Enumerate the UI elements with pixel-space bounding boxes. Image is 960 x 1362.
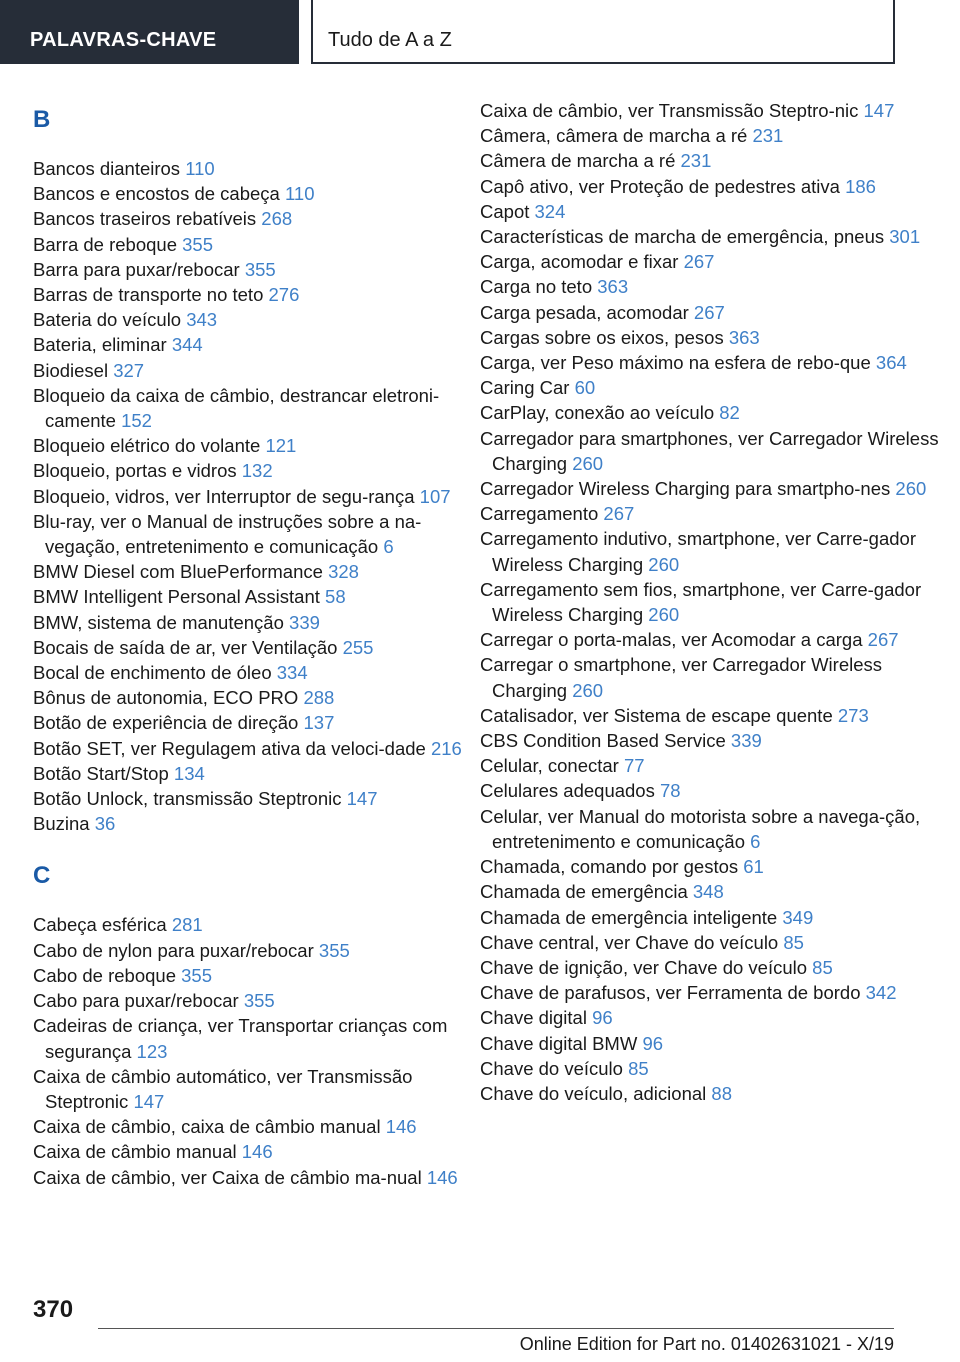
index-entry-text: Cabo para puxar/rebocar	[33, 990, 239, 1012]
index-entry	[33, 206, 463, 231]
index-entry	[480, 476, 940, 501]
index-entry	[33, 433, 463, 458]
page-reference-link[interactable]: 6	[383, 536, 394, 558]
page-reference-link[interactable]: 146	[385, 1116, 417, 1138]
index-entry-text: Barra de reboque	[33, 233, 177, 255]
index-entry	[480, 375, 940, 400]
index-entry-text: Celular, ver Manual do motorista sobre a navega-ção, entretenimento e comunicação	[480, 805, 921, 852]
page-reference-link[interactable]: 339	[289, 611, 320, 633]
index-entry-text: Bloqueio, portas e vidros	[33, 460, 237, 482]
index-column-right	[480, 98, 940, 1106]
index-entry	[33, 282, 463, 307]
page-reference-link[interactable]: 349	[782, 906, 814, 928]
index-entry-text: Caixa de câmbio, caixa de câmbio manual	[33, 1116, 381, 1138]
index-entry	[33, 685, 463, 710]
index-entry-text: Chamada, comando por gestos	[480, 856, 739, 878]
index-entry-text: Caixa de câmbio manual	[33, 1141, 237, 1163]
index-entry	[33, 559, 463, 584]
index-list-c	[33, 912, 463, 1189]
page-reference-link[interactable]: 260	[572, 452, 604, 474]
index-entry-text: Catalisador, ver Sistema de escape quente	[480, 704, 833, 726]
index-entry	[33, 761, 463, 786]
page-reference-link[interactable]: 281	[171, 914, 203, 936]
index-entry-text: Buzina	[33, 813, 90, 835]
index-entry-text: Bancos dianteiros	[33, 158, 181, 179]
page-reference-link[interactable]: 364	[875, 352, 907, 374]
index-entry	[480, 1031, 940, 1056]
index-entry-text: Cabo de nylon para puxar/rebocar	[33, 939, 314, 961]
page-reference-link[interactable]: 328	[328, 561, 359, 583]
page-header	[0, 0, 960, 66]
chapter-tab[interactable]: Tudo de A a Z	[311, 0, 895, 64]
index-entry-text: Bocais de saída de ar, ver Ventilação	[33, 636, 338, 658]
index-entry-text: BMW, sistema de manutenção	[33, 611, 284, 633]
section-letter-b: B	[33, 106, 51, 133]
page-reference-link[interactable]: 231	[752, 125, 784, 147]
page-reference-link[interactable]: 85	[783, 931, 804, 953]
index-entry	[480, 123, 940, 148]
page-reference-link[interactable]: 268	[261, 208, 293, 230]
page-reference-link[interactable]: 77	[623, 755, 645, 777]
index-entry	[33, 458, 463, 483]
page-reference-link[interactable]: 78	[660, 780, 681, 802]
index-entry	[33, 660, 463, 685]
index-entry	[480, 980, 940, 1005]
index-list-b	[33, 156, 463, 836]
index-entry-text: Bancos e encostos de cabeça	[33, 183, 280, 205]
index-entry-text: Chave de parafusos, ver Ferramenta de bordo	[480, 982, 861, 1004]
index-entry	[480, 577, 940, 627]
index-entry-text: Chave do veículo, adicional	[480, 1082, 707, 1104]
index-entry-text: Carregador para smartphones, ver Carregador Wireless Charging	[480, 427, 939, 474]
index-entry	[480, 778, 940, 803]
page-reference-link[interactable]: 85	[628, 1057, 649, 1079]
index-entry	[480, 627, 940, 652]
page-reference-link[interactable]: 152	[121, 410, 152, 432]
page-reference-link[interactable]: 267	[867, 629, 899, 651]
index-entry	[480, 501, 940, 526]
index-entry	[480, 98, 940, 123]
index-entry	[33, 786, 463, 811]
page-reference-link[interactable]: 363	[728, 326, 760, 348]
index-entry	[480, 400, 940, 425]
page-reference-link[interactable]: 146	[426, 1166, 458, 1188]
index-entry	[480, 426, 940, 476]
index-entry	[33, 938, 463, 963]
index-entry-text: Chave digital BMW	[480, 1032, 638, 1054]
page-reference-link[interactable]: 82	[719, 402, 740, 424]
index-entry	[33, 736, 463, 761]
index-entry	[480, 854, 940, 879]
page-reference-link[interactable]: 137	[303, 712, 335, 734]
index-entry-text: Barras de transporte no teto	[33, 284, 264, 306]
index-entry-text: Botão Unlock, transmissão Steptronic	[33, 788, 342, 810]
page-reference-link[interactable]: 260	[648, 553, 680, 575]
index-entry-text: Carregamento	[480, 503, 599, 525]
edition-footer: Online Edition for Part no. 01402631021 - X/19	[519, 1334, 894, 1354]
page-reference-link[interactable]: 58	[325, 586, 346, 608]
page-reference-link[interactable]: 147	[863, 100, 895, 121]
index-entry-text: Cabo de reboque	[33, 964, 176, 986]
page-reference-link[interactable]: 260	[572, 679, 604, 701]
index-entry-text: Capot	[480, 200, 530, 222]
page-reference-link[interactable]: 88	[711, 1082, 732, 1104]
page-reference-link[interactable]: 123	[136, 1040, 168, 1062]
index-entry	[480, 905, 940, 930]
page-reference-link[interactable]: 355	[244, 258, 276, 280]
page-reference-link[interactable]: 61	[743, 856, 764, 878]
index-entry	[33, 584, 463, 609]
page-reference-link[interactable]: 343	[186, 309, 218, 331]
index-entry	[33, 307, 463, 332]
index-entry	[33, 710, 463, 735]
page-reference-link[interactable]: 327	[113, 359, 145, 381]
index-entry	[33, 912, 463, 937]
index-entry	[480, 224, 940, 249]
index-entry	[480, 804, 940, 854]
index-entry-text: Cadeiras de criança, ver Transportar crianças com segurança	[33, 1015, 448, 1062]
index-entry-text: Câmera de marcha a ré	[480, 150, 676, 172]
index-entry-text: Bateria do veículo	[33, 309, 182, 331]
index-entry	[33, 988, 463, 1013]
index-entry	[33, 181, 463, 206]
page-reference-link[interactable]: 267	[683, 251, 715, 273]
index-entry-text: Cabeça esférica	[33, 914, 167, 936]
page-reference-link[interactable]: 288	[303, 687, 335, 709]
page-reference-link[interactable]: 273	[837, 704, 869, 726]
index-entry-text: Carregamento indutivo, smartphone, ver Carre-gador Wireless Charging	[480, 528, 916, 575]
index-entry	[33, 1064, 463, 1114]
page-reference-link[interactable]: 260	[895, 478, 927, 500]
index-entry	[480, 652, 940, 702]
index-entry-text: Botão de experiência de direção	[33, 712, 299, 734]
index-entry-text: Carga, ver Peso máximo na esfera de rebo-que	[480, 352, 871, 374]
index-entry	[33, 232, 463, 257]
index-entry	[33, 509, 463, 559]
page-reference-link[interactable]: 96	[592, 1007, 613, 1029]
page-reference-link[interactable]: 355	[318, 939, 350, 961]
index-entry-text: Carga no teto	[480, 276, 593, 298]
index-column-left	[33, 98, 463, 1190]
index-entry	[33, 257, 463, 282]
page-reference-link[interactable]: 363	[597, 276, 629, 298]
page-reference-link[interactable]: 355	[243, 990, 275, 1012]
index-entry	[33, 1114, 463, 1139]
index-entry-text: Bloqueio elétrico do volante	[33, 435, 261, 457]
index-entry-text: Bônus de autonomia, ECO PRO	[33, 687, 299, 709]
index-entry-text: Câmera, câmera de marcha a ré	[480, 125, 748, 147]
page-reference-link[interactable]: 36	[94, 813, 116, 835]
footer-divider	[98, 1328, 894, 1329]
index-entry	[480, 1056, 940, 1081]
page-reference-link[interactable]: 60	[574, 377, 596, 399]
index-entry-text: Bloqueio da caixa de câmbio, destrancar eletroni-camente	[33, 384, 440, 432]
index-entry-text: Barra para puxar/rebocar	[33, 258, 240, 280]
page-reference-link[interactable]: 334	[276, 662, 308, 684]
page-reference-link[interactable]: 348	[692, 881, 724, 903]
index-entry	[33, 1165, 463, 1190]
page-reference-link[interactable]: 260	[648, 604, 680, 626]
page-reference-link[interactable]: 96	[642, 1032, 664, 1054]
index-entry	[480, 199, 940, 224]
page-reference-link[interactable]: 186	[845, 175, 876, 197]
index-entry	[33, 332, 463, 357]
page-reference-link[interactable]: 276	[268, 284, 300, 306]
index-entry-text: Caixa de câmbio, ver Transmissão Steptro-nic	[480, 100, 859, 121]
index-entry	[33, 358, 463, 383]
index-entry-text: Carregamento sem fios, smartphone, ver Carre-gador Wireless Charging	[480, 578, 922, 626]
index-entry-text: Chamada de emergência inteligente	[480, 906, 778, 928]
index-entry-text: Carga, acomodar e fixar	[480, 251, 679, 273]
index-entry-text: Bloqueio, vidros, ver Interruptor de segu-rança	[33, 485, 415, 507]
index-entry-text: Biodiesel	[33, 359, 109, 381]
page-reference-link[interactable]: 147	[133, 1090, 165, 1112]
page-reference-link[interactable]: 355	[181, 964, 212, 986]
index-entry-text: Caixa de câmbio, ver Caixa de câmbio ma-nual	[33, 1166, 422, 1188]
index-entry-text: Carregador Wireless Charging para smartpho-nes	[480, 478, 891, 500]
page-reference-link[interactable]: 85	[812, 956, 833, 978]
page-reference-link[interactable]: 301	[889, 226, 921, 248]
page-reference-link[interactable]: 342	[865, 982, 897, 1004]
page-reference-link[interactable]: 267	[603, 503, 635, 525]
page-reference-link[interactable]: 132	[241, 460, 273, 482]
index-entry-text: Botão SET, ver Regulagem ativa da veloci-dade	[33, 737, 426, 759]
page-reference-link[interactable]: 110	[185, 158, 215, 179]
index-entry	[480, 249, 940, 274]
index-entry-text: Características de marcha de emergência, pneus	[480, 226, 885, 248]
index-entry	[480, 274, 940, 299]
index-list-continued	[480, 98, 940, 1106]
index-entry	[480, 955, 940, 980]
index-entry	[480, 1005, 940, 1030]
page-reference-link[interactable]: 355	[182, 233, 214, 255]
index-entry-text: Chave de ignição, ver Chave do veículo	[480, 956, 808, 978]
index-entry	[33, 635, 463, 660]
index-entry-text: Carregar o smartphone, ver Carregador Wireless Charging	[480, 654, 883, 701]
page-reference-link[interactable]: 6	[750, 830, 761, 852]
index-entry	[480, 350, 940, 375]
index-entry	[480, 526, 940, 576]
index-entry	[33, 811, 463, 836]
index-entry	[33, 1139, 463, 1164]
index-entry-text: Botão Start/Stop	[33, 762, 169, 784]
page-reference-link[interactable]: 110	[284, 183, 315, 205]
section-tab[interactable]: PALAVRAS-CHAVE	[0, 0, 299, 64]
index-entry	[33, 383, 463, 433]
index-entry-text: Caring Car	[480, 377, 570, 399]
section-letter-c: C	[33, 862, 51, 890]
index-entry-text: Bancos traseiros rebatíveis	[33, 208, 257, 230]
index-entry-text: Capô ativo, ver Proteção de pedestres ativa	[480, 175, 840, 197]
index-entry	[33, 610, 463, 635]
index-entry-text: Chave central, ver Chave do veículo	[480, 931, 779, 953]
index-entry-text: CBS Condition Based Service	[480, 730, 726, 752]
page-reference-link[interactable]: 344	[171, 334, 203, 356]
index-entry-text: CarPlay, conexão ao veículo	[480, 402, 715, 424]
index-entry-text: Celulares adequados	[480, 780, 655, 802]
index-entry	[480, 1081, 940, 1106]
index-entry-text: Celular, conectar	[480, 755, 619, 777]
index-entry	[480, 728, 940, 753]
index-entry	[33, 963, 463, 988]
index-entry-text: Blu-ray, ver o Manual de instruções sobre a na-vegação, entretenimento e comunicação	[33, 510, 422, 558]
index-entry	[480, 325, 940, 350]
index-entry	[480, 148, 940, 173]
page-reference-link[interactable]: 231	[680, 150, 712, 172]
index-entry	[480, 753, 940, 778]
page-reference-link[interactable]: 255	[342, 636, 374, 658]
page-reference-link[interactable]: 216	[430, 737, 462, 759]
index-entry-text: Cargas sobre os eixos, pesos	[480, 326, 724, 348]
index-entry-text: Chamada de emergência	[480, 881, 688, 903]
page-reference-link[interactable]: 134	[173, 762, 205, 784]
page-reference-link[interactable]: 339	[730, 730, 762, 752]
index-entry-text: Chave digital	[480, 1007, 587, 1029]
index-entry	[33, 1013, 463, 1063]
page-reference-link[interactable]: 147	[346, 788, 378, 810]
index-entry-text: Bateria, eliminar	[33, 334, 167, 356]
index-entry-text: Carga pesada, acomodar	[480, 301, 689, 323]
index-entry	[33, 484, 463, 509]
index-entry	[480, 703, 940, 728]
index-entry-text: BMW Diesel com BluePerformance	[33, 561, 323, 583]
index-entry	[480, 879, 940, 904]
page-reference-link[interactable]: 121	[265, 435, 297, 457]
index-entry-text: BMW Intelligent Personal Assistant	[33, 586, 320, 608]
page-number: 370	[33, 1296, 74, 1323]
page-reference-link[interactable]: 146	[241, 1141, 273, 1163]
index-entry	[480, 300, 940, 325]
index-entry	[480, 174, 940, 199]
page-reference-link[interactable]: 107	[419, 485, 451, 507]
index-entry-text: Caixa de câmbio automático, ver Transmissão Steptronic	[33, 1065, 413, 1112]
index-entry	[480, 930, 940, 955]
page-reference-link[interactable]: 324	[534, 200, 566, 222]
index-entry-text: Chave do veículo	[480, 1057, 623, 1079]
index-entry	[33, 156, 463, 181]
page-reference-link[interactable]: 267	[693, 301, 725, 323]
index-entry-text: Bocal de enchimento de óleo	[33, 662, 272, 684]
index-entry-text: Carregar o porta-malas, ver Acomodar a carga	[480, 629, 863, 651]
